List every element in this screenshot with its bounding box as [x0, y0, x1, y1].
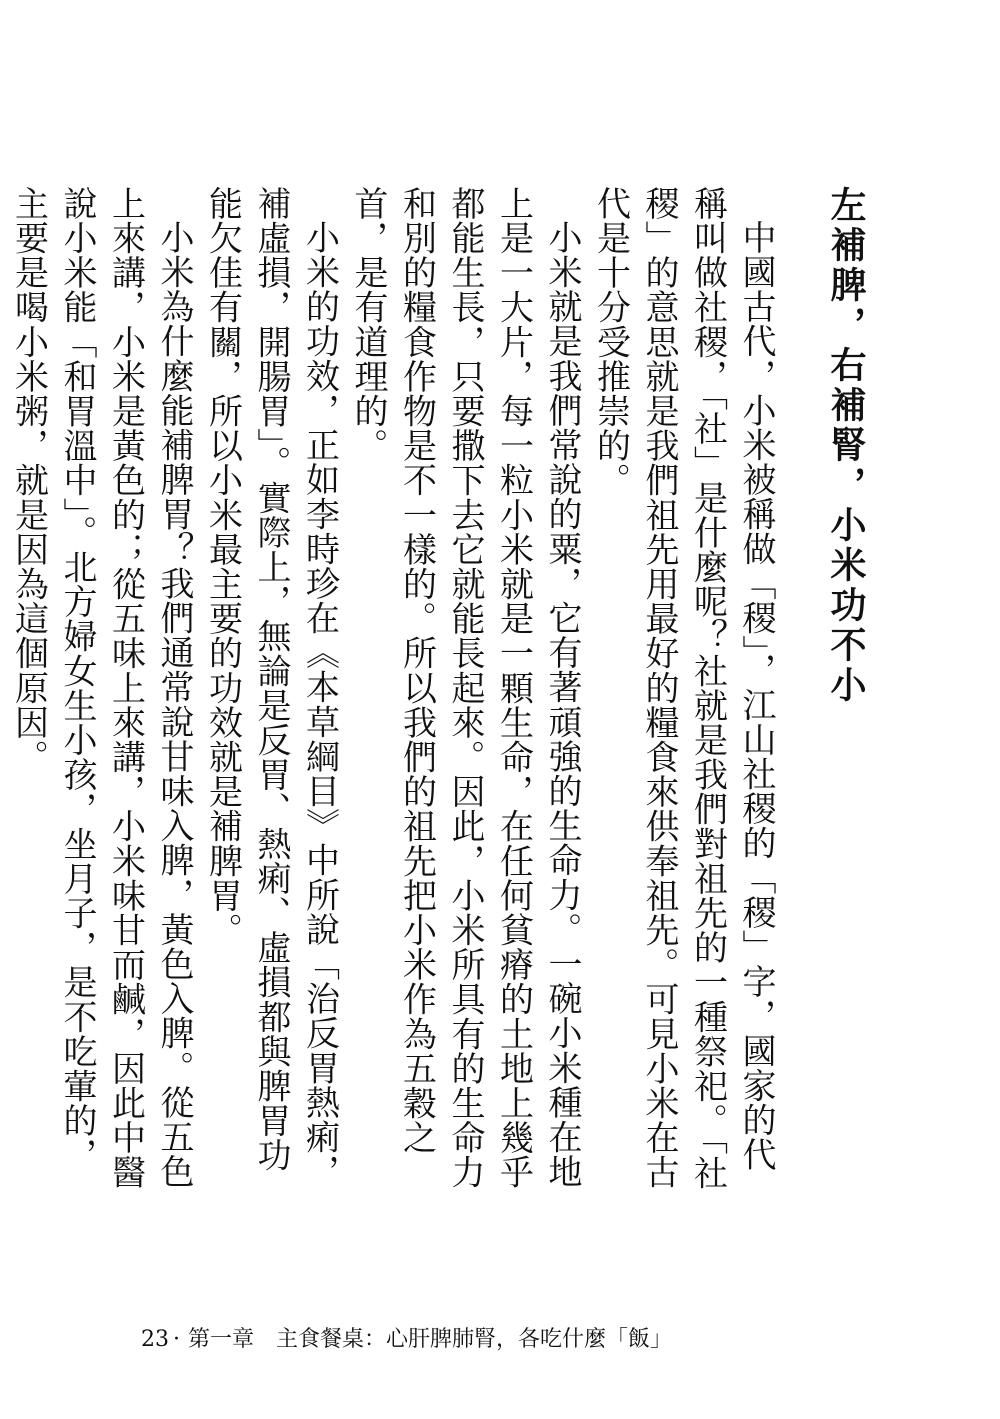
section-heading: 左補脾，右補腎，小米功不小 [825, 186, 866, 706]
running-chapter-title: 第一章 主食餐桌：心肝脾肺腎，各吃什麼「飯」 [188, 1327, 673, 1352]
paragraph: 小米的功效，正如李時珍在《本草綱目》中所說「治反胃熱痢，補虛損，開腸胃」。實際上，無論是反胃、熱痢、虛損都與脾胃功能欠佳有關，所以小米最主要的功效就是補脾胃。 [202, 186, 340, 1189]
body-text [8, 186, 780, 1206]
paragraph: 中國古代，小米被稱做「稷」，江山社稷的「稷」字，國家的代稱叫做社稷，「社」是什麼呢？社就是我們對祖先的一種祭祀。「社稷」的意思就是我們祖先用最好的糧食來供奉祖先。可見小米在古代是十分受推崇的。 [590, 186, 776, 1190]
paragraph: 小米為什麼能補脾胃？我們通常說甘味入脾，黃色入脾。從五色上來講，小米是黃色的；從五味上來講，小米味甘而鹹，因此中醫說小米能「和胃溫中」。北方婦女生小孩，坐月子，是不吃葷的，主要是喝小米粥，就是因為這個原因。 [8, 186, 194, 1190]
footer-separator: · [173, 1327, 180, 1352]
page-footer [141, 1320, 672, 1360]
page-number: 23 [141, 1327, 169, 1352]
paragraph: 小米就是我們常說的粟，它有著頑強的生命力。一碗小米種在地上是一大片，每一粒小米就是一顆生命，在任何貧瘠的土地上幾乎都能生長，只要撒下去它就能長起來。因此，小米所具有的生命力和別的糧食作物是不一樣的。所以我們的祖先把小米作為五穀之首，是有道理的。 [348, 186, 582, 1190]
